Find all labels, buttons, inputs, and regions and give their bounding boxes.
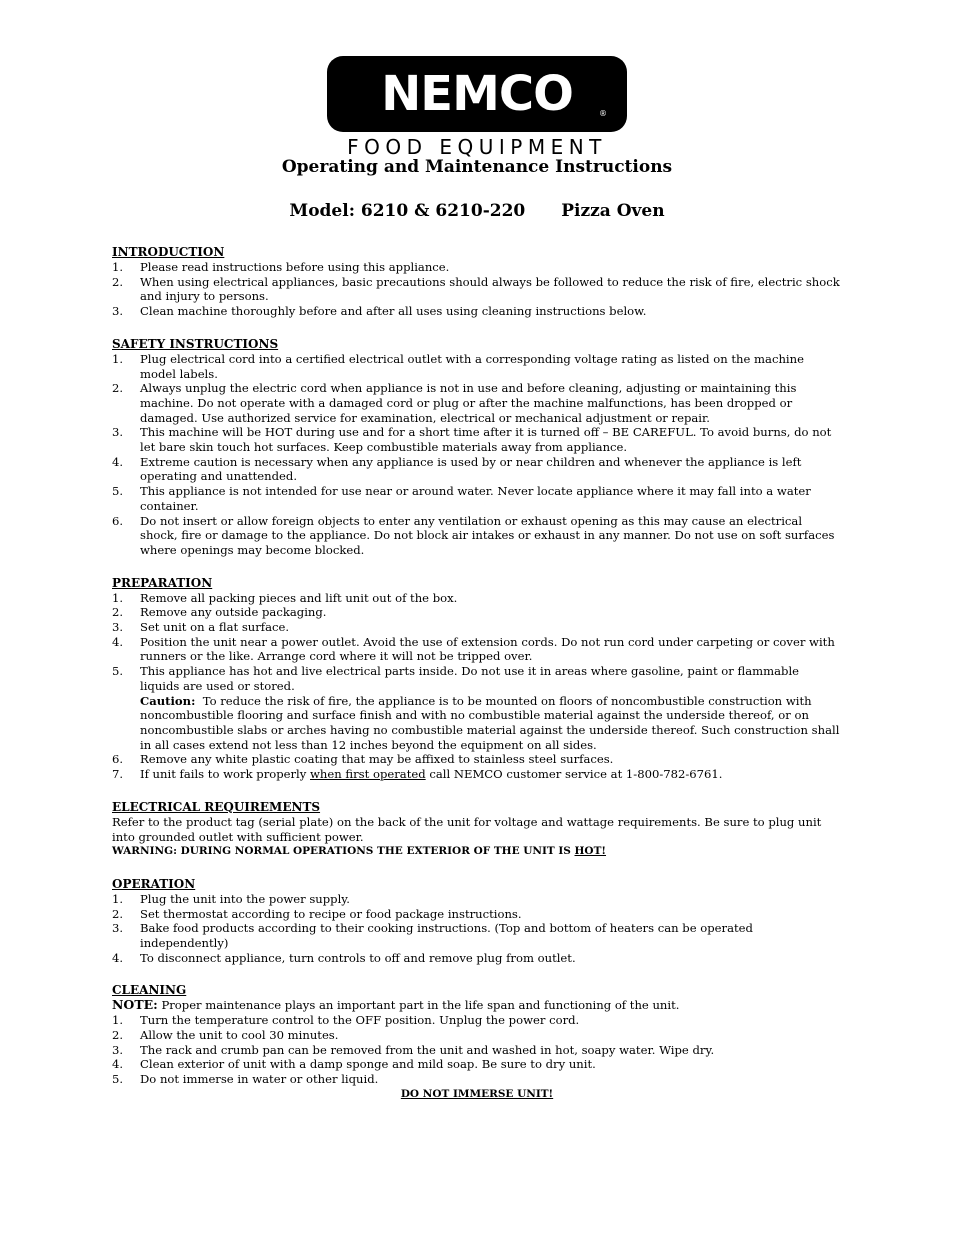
cleaning-section — [112, 982, 842, 1101]
product-name: Pizza Oven — [561, 201, 665, 221]
cleaning-list — [112, 1013, 842, 1087]
list-item — [112, 605, 842, 620]
document-body — [112, 244, 842, 1101]
list-item — [112, 664, 842, 693]
item-number: 7. — [112, 767, 124, 782]
item-number: 6. — [112, 752, 124, 767]
introduction-list — [112, 260, 842, 319]
item-number: 2. — [112, 381, 124, 396]
item-text: Always unplug the electric cord when appliance is not in use and before cleaning, adjusting or maintaining this machine. Do not operate with a damaged cord or plug or after the machine malfunctions, has been dropped or damaged. Use authorized service for examination, electrical or mechanical adjustment or repair. — [140, 381, 797, 425]
item-number: 3. — [112, 921, 124, 936]
caution-note — [112, 694, 842, 753]
list-item — [112, 892, 842, 907]
warning-prefix: WARNING: DURING NORMAL OPERATIONS THE EXTERIOR OF THE UNIT IS — [112, 845, 575, 858]
safety-list — [112, 352, 842, 558]
item-number: 5. — [112, 664, 124, 679]
item-number: 2. — [112, 1027, 124, 1042]
list-item — [112, 275, 842, 304]
item-text: Allow the unit to cool 30 minutes. — [140, 1027, 339, 1042]
list-item — [112, 1057, 842, 1072]
item-number: 3. — [112, 304, 124, 319]
item-text: To disconnect appliance, turn controls to off and remove plug from outlet. — [140, 950, 576, 965]
model-line — [0, 201, 954, 221]
item-text: Remove any white plastic coating that may be affixed to stainless steel surfaces. — [140, 752, 614, 767]
item-number: 4. — [112, 1057, 124, 1072]
list-item — [112, 381, 842, 425]
item-number: 1. — [112, 891, 124, 906]
warning-text — [112, 844, 842, 859]
list-item — [112, 921, 842, 950]
item-number: 6. — [112, 513, 124, 528]
item-text: Set thermostat according to recipe or food package instructions. — [140, 906, 522, 921]
preparation-list — [112, 591, 842, 694]
logo-badge — [327, 56, 627, 132]
model-number: Model: 6210 & 6210-220 — [289, 201, 526, 221]
item-number: 1. — [112, 1013, 124, 1028]
introduction-section — [112, 244, 842, 319]
list-item — [112, 752, 842, 767]
logo-registered-mark: ® — [599, 109, 607, 118]
cleaning-note — [112, 998, 842, 1013]
item-text: Plug the unit into the power supply. — [140, 891, 350, 906]
item-number: 1. — [112, 260, 124, 274]
item-text: The rack and crumb pan can be removed from the unit and washed in hot, soapy water. Wipe dry. — [140, 1042, 715, 1057]
electrical-text: Refer to the product tag (serial plate) on the back of the unit for voltage and wattage requirements. Be sure to plug unit into grounded outlet with sufficient power. — [112, 814, 822, 844]
list-item — [112, 260, 842, 275]
list-item — [112, 767, 842, 782]
list-item — [112, 620, 842, 635]
item-text: Do not insert or allow foreign objects to enter any ventilation or exhaust opening as this may cause an electrical shock, fire or damage to the appliance. Do not block air intakes or exhaust in any manner. Do not use on soft surfaces where openings may become blocked. — [140, 513, 835, 557]
item-number: 4. — [112, 454, 124, 469]
caution-text: To reduce the risk of fire, the appliance is to be mounted on floors of noncombustible construction with noncombustible flooring and surface finish and with no combustible material against the underside thereof, or on noncombustible slabs or arches having no combustible material against the underside thereof. Such construction shall in all cases extend not less than 12 inches beyond the equipment on all sides. — [140, 693, 840, 752]
logo-brand: NEMCO — [381, 66, 573, 122]
list-item — [112, 1013, 842, 1028]
nemco-logo — [325, 56, 629, 159]
list-item — [112, 1043, 842, 1058]
item-text: call NEMCO customer service at 1-800-782-6761. — [425, 767, 723, 782]
item-number: 5. — [112, 1071, 124, 1086]
section-heading: INTRODUCTION — [112, 245, 225, 259]
item-text: Plug electrical cord into a certified electrical outlet with a corresponding voltage rating as listed on the machine model labels. — [140, 351, 804, 381]
item-text: Extreme caution is necessary when any appliance is used by or near children and whenever the appliance is left operating and unattended. — [140, 454, 802, 484]
item-text: Turn the temperature control to the OFF position. Unplug the power cord. — [140, 1013, 580, 1028]
item-number: 2. — [112, 906, 124, 921]
item-number: 3. — [112, 620, 124, 635]
section-heading: ELECTRICAL REQUIREMENTS — [112, 799, 321, 814]
item-number: 4. — [112, 634, 124, 649]
item-text: This appliance has hot and live electrical parts inside. Do not use it in areas where gasoline, paint or flammable liquids are used or stored. — [140, 664, 800, 693]
item-number: 3. — [112, 425, 124, 440]
item-number: 2. — [112, 274, 124, 289]
list-item — [112, 1028, 842, 1043]
list-item — [112, 352, 842, 381]
item-text: Clean machine thoroughly before and after all uses using cleaning instructions below. — [140, 304, 647, 319]
item-text: Please read instructions before using this appliance. — [140, 260, 450, 274]
note-label: NOTE: — [112, 997, 158, 1013]
list-item — [112, 455, 842, 484]
preparation-list-cont — [112, 752, 842, 781]
item-text: This appliance is not intended for use near or around water. Never locate appliance where it may fall into a water container. — [140, 484, 811, 513]
item-text-underlined: when first operated — [310, 767, 426, 782]
item-number: 4. — [112, 950, 124, 965]
electrical-section — [112, 799, 842, 859]
safety-section — [112, 336, 842, 558]
section-heading: OPERATION — [112, 876, 196, 891]
list-item — [112, 591, 842, 606]
list-item — [112, 907, 842, 922]
do-not-immerse-warning: DO NOT IMMERSE UNIT! — [400, 1087, 554, 1100]
item-number: 2. — [112, 605, 124, 620]
item-text: This machine will be HOT during use and for a short time after it is turned off – BE CAREFUL. To avoid burns, do not let bare skin touch hot surfaces. Keep combustible materials away from appliance. — [140, 425, 832, 455]
item-text: Bake food products according to their cooking instructions. (Top and bottom of heaters can be operated independently) — [140, 921, 753, 951]
operation-list — [112, 892, 842, 966]
item-number: 1. — [112, 351, 124, 366]
list-item — [112, 514, 842, 558]
section-heading: CLEANING — [112, 983, 187, 998]
document-title: Operating and Maintenance Instructions — [281, 157, 673, 177]
list-item — [112, 425, 842, 454]
item-text: Clean exterior of unit with a damp sponge and mild soap. Be sure to dry unit. — [140, 1057, 596, 1072]
section-heading: PREPARATION — [112, 575, 213, 590]
logo-tagline: FOOD EQUIPMENT — [347, 135, 607, 159]
item-number: 1. — [112, 590, 124, 605]
list-item — [112, 1072, 842, 1087]
item-text: Do not immerse in water or other liquid. — [140, 1071, 379, 1086]
preparation-section — [112, 575, 842, 782]
note-text: Proper maintenance plays an important part in the life span and functioning of the unit. — [157, 998, 680, 1013]
list-item — [112, 304, 842, 319]
item-text: Set unit on a flat surface. — [140, 620, 290, 635]
section-heading: SAFETY INSTRUCTIONS — [112, 336, 279, 351]
item-number: 5. — [112, 484, 124, 499]
caution-label: Caution: — [140, 693, 196, 708]
list-item — [112, 635, 842, 664]
operation-section — [112, 876, 842, 966]
item-text: When using electrical appliances, basic precautions should always be followed to reduce the risk of fire, electric shock and injury to persons. — [140, 274, 840, 304]
item-text: Remove all packing pieces and lift unit out of the box. — [140, 590, 458, 605]
item-text: If unit fails to work properly — [140, 767, 310, 782]
item-text: Position the unit near a power outlet. Avoid the use of extension cords. Do not run cord under carpeting or cover with runners or the like. Arrange cord where it will not be tripped over. — [140, 634, 835, 664]
item-text: Remove any outside packaging. — [140, 605, 327, 620]
item-number: 3. — [112, 1042, 124, 1057]
list-item — [112, 484, 842, 513]
list-item — [112, 951, 842, 966]
warning-hot: HOT! — [574, 845, 607, 858]
